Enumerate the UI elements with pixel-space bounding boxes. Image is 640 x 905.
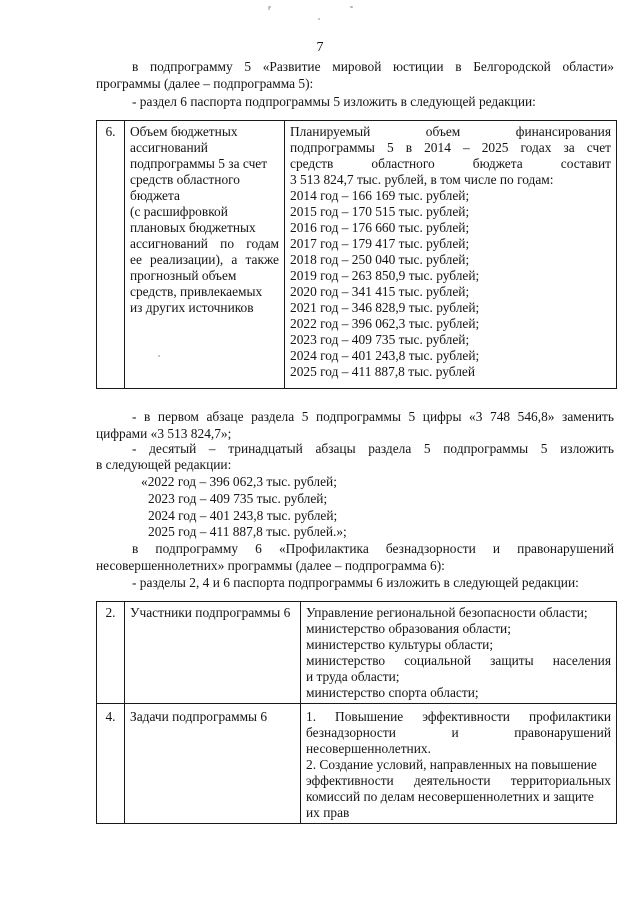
row-number: 6.: [97, 121, 125, 389]
content-line: 2020 год – 341 415 тыс. рублей;: [290, 284, 470, 299]
row-number: 2.: [97, 602, 125, 704]
intro-line-1: в подпрограмму 5 «Развитие мировой юстиции в Белгородской области»: [132, 59, 614, 74]
content-line: министерство культуры области;: [306, 637, 494, 652]
content-line: подпрограммы 5 в 2014 – 2025 годах за счет: [290, 140, 611, 155]
content-line: 3 513 824,7 тыс. рублей, в том числе по годам:: [290, 172, 554, 187]
passport-table-subprogram-5: [96, 120, 617, 389]
middle-line-6: 2023 год – 409 735 тыс. рублей;: [148, 491, 328, 506]
row-content: [301, 602, 617, 704]
label-line: бюджета: [130, 188, 180, 203]
row-content: [301, 704, 617, 824]
scan-speck: [350, 6, 353, 8]
content-line: комиссий по делам несовершеннолетних и защите: [306, 789, 594, 804]
content-line: средств областного бюджета составит: [290, 156, 611, 171]
label-line: плановых бюджетных: [130, 220, 256, 235]
content-line: 2015 год – 170 515 тыс. рублей;: [290, 204, 470, 219]
middle-line-1: - в первом абзаце раздела 5 подпрограммы 5 цифры «3 748 546,8» заменить: [132, 409, 614, 424]
row-number: 4.: [97, 704, 125, 824]
scan-speck: [268, 8, 270, 10]
content-line: министерство социальной защиты населения: [306, 653, 611, 668]
label-line: прогнозный объем: [130, 268, 237, 283]
page-number: 7: [316, 40, 324, 55]
content-line: 2. Создание условий, направленных на повышение: [306, 757, 597, 772]
label-line: (с расшифровкой: [130, 204, 228, 219]
label-line: из других источников: [130, 300, 254, 315]
middle-line-5: «2022 год – 396 062,3 тыс. рублей;: [141, 474, 337, 489]
content-line: 2022 год – 396 062,3 тыс. рублей;: [290, 316, 480, 331]
intro-line-3: - раздел 6 паспорта подпрограммы 5 изложить в следующей редакции:: [132, 94, 536, 109]
middle-line-4: в следующей редакции:: [96, 457, 232, 472]
content-line: 2025 год – 411 887,8 тыс. рублей: [290, 364, 476, 379]
scan-speck: [318, 18, 320, 20]
label-line: ассигнований по годам: [130, 236, 279, 251]
label-line: ее реализации), а также: [130, 252, 279, 267]
row-label: [125, 602, 301, 704]
row-label: [125, 121, 285, 389]
content-line: министерство образования области;: [306, 621, 511, 636]
intro-line-2: программы (далее – подпрограмма 5):: [96, 76, 314, 91]
middle-line-9: в подпрограмму 6 «Профилактика безнадзорности и правонарушений: [132, 541, 614, 556]
middle-line-10: несовершеннолетних» программы (далее – подпрограмма 6):: [96, 558, 445, 573]
label-line: ассигнований: [130, 140, 208, 155]
label-line: средств областного: [130, 172, 240, 187]
content-line: 2021 год – 346 828,9 тыс. рублей;: [290, 300, 480, 315]
table-row: [97, 704, 617, 824]
content-line: их прав: [306, 805, 350, 820]
content-line: безнадзорности и правонарушений: [306, 725, 611, 740]
content-line: 2018 год – 250 040 тыс. рублей;: [290, 252, 470, 267]
content-line: 2019 год – 263 850,9 тыс. рублей;: [290, 268, 480, 283]
middle-line-8: 2025 год – 411 887,8 тыс. рублей.»;: [148, 524, 347, 539]
content-line: несовершеннолетних.: [306, 741, 431, 756]
content-line: эффективности деятельности территориальных: [306, 773, 611, 788]
content-line: 1. Повышение эффективности профилактики: [306, 709, 611, 724]
middle-line-3: - десятый – тринадцатый абзацы раздела 5 подпрограммы 5 изложить: [132, 441, 614, 456]
content-line: 2014 год – 166 169 тыс. рублей;: [290, 188, 470, 203]
table-row: [97, 121, 617, 389]
passport-table-subprogram-6: [96, 601, 617, 824]
content-line: Планируемый объем финансирования: [290, 124, 611, 139]
label-line: Объем бюджетных: [130, 124, 238, 139]
middle-line-2: цифрами «3 513 824,7»;: [96, 426, 232, 441]
content-line: 2024 год – 401 243,8 тыс. рублей;: [290, 348, 480, 363]
scan-speck: [158, 355, 160, 357]
row-label: [125, 704, 301, 824]
content-line: и труда области;: [306, 669, 400, 684]
content-line: 2023 год – 409 735 тыс. рублей;: [290, 332, 470, 347]
table-row: [97, 602, 617, 704]
label-line: подпрограммы 5 за счет: [130, 156, 268, 171]
middle-line-7: 2024 год – 401 243,8 тыс. рублей;: [148, 508, 338, 523]
label-line: средств, привлекаемых: [130, 284, 263, 299]
content-line: Управление региональной безопасности области;: [306, 605, 588, 620]
row-content: [285, 121, 617, 389]
label-line: Задачи подпрограммы 6: [130, 709, 268, 724]
label-line: Участники подпрограммы 6: [130, 605, 291, 620]
content-line: 2016 год – 176 660 тыс. рублей;: [290, 220, 470, 235]
middle-line-11: - разделы 2, 4 и 6 паспорта подпрограммы 6 изложить в следующей редакции:: [132, 575, 579, 590]
content-line: 2017 год – 179 417 тыс. рублей;: [290, 236, 470, 251]
content-line: министерство спорта области;: [306, 685, 479, 700]
